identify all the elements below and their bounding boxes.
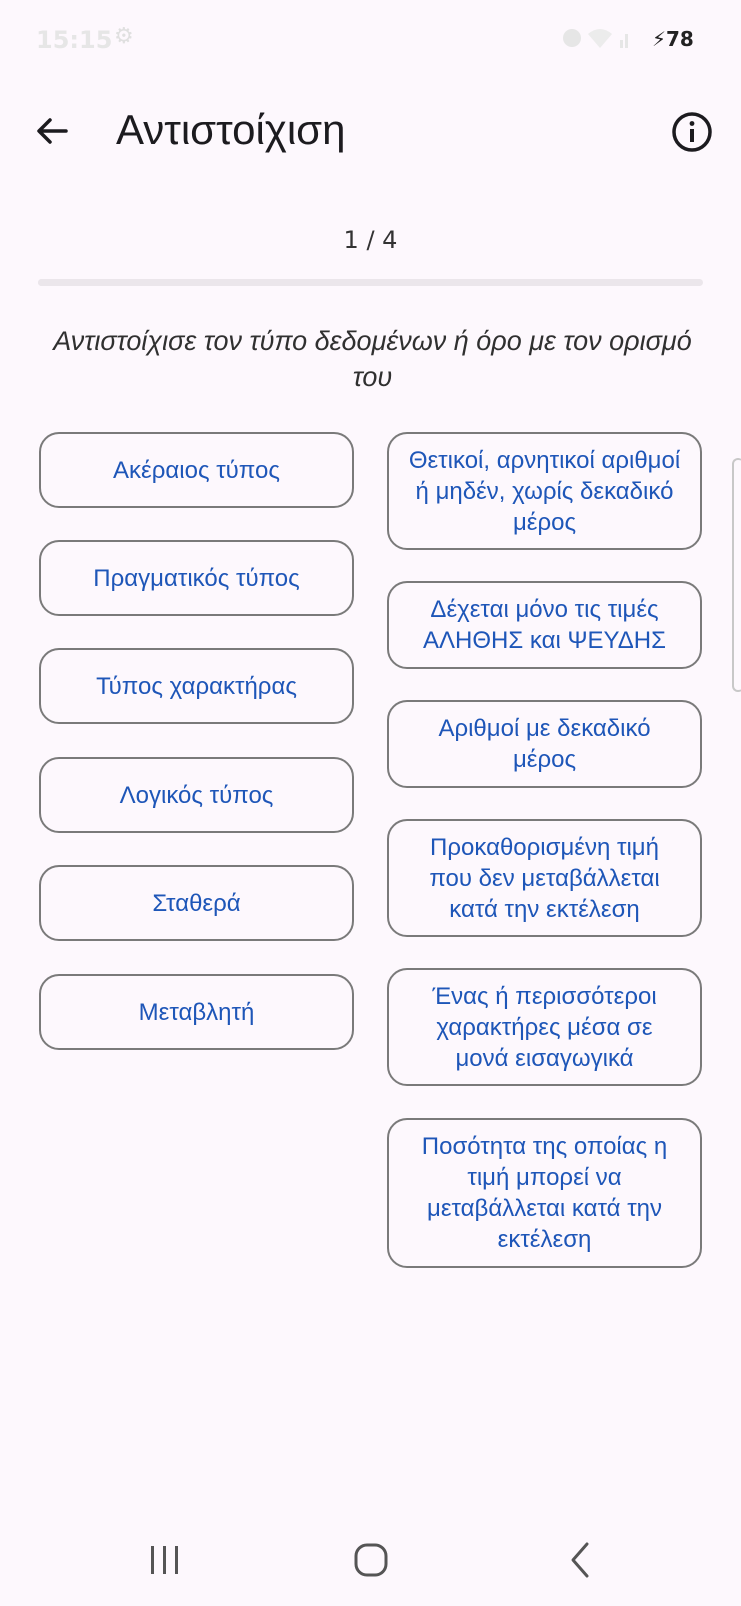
info-icon[interactable] <box>670 110 714 154</box>
term-card[interactable]: Μεταβλητή <box>39 974 354 1050</box>
app-bar <box>0 88 741 176</box>
gear-icon: ⚙ <box>114 24 134 49</box>
navigation-bar <box>0 1520 741 1606</box>
arrow-back-icon[interactable] <box>30 108 76 154</box>
definition-card[interactable]: Θετικοί, αρνητικοί αριθμοί ή μηδέν, χωρίς δεκαδικό μέρος <box>387 432 702 550</box>
status-time: 15:15 <box>36 26 113 54</box>
side-scroll-handle[interactable] <box>732 458 741 692</box>
definition-card[interactable]: Ποσότητα της οποίας η τιμή μπορεί να μεταβάλλεται κατά την εκτέλεση <box>387 1118 702 1268</box>
progress-fill <box>38 279 204 286</box>
charging-icon: ⚡ <box>652 27 667 51</box>
term-card[interactable]: Λογικός τύπος <box>39 757 354 833</box>
recents-icon[interactable] <box>139 1534 191 1586</box>
system-status-icons <box>562 24 632 52</box>
status-bar <box>0 0 741 80</box>
battery-level: 78 <box>666 27 694 51</box>
definition-card[interactable]: Προκαθορισμένη τιμή που δεν μεταβάλλεται κατά την εκτέλεση <box>387 819 702 937</box>
nav-back-icon[interactable] <box>555 1534 607 1586</box>
instruction-text: Αντιστοίχισε τον τύπο δεδομένων ή όρο με τον ορισμό του <box>53 326 692 392</box>
term-card[interactable]: Πραγματικός τύπος <box>39 540 354 616</box>
question-counter: 1 / 4 <box>343 226 398 254</box>
progress-bar <box>38 279 703 286</box>
term-card[interactable]: Τύπος χαρακτήρας <box>39 648 354 724</box>
term-card[interactable]: Σταθερά <box>39 865 354 941</box>
term-card[interactable]: Ακέραιος τύπος <box>39 432 354 508</box>
home-icon[interactable] <box>345 1534 397 1586</box>
definition-card[interactable]: Ένας ή περισσότεροι χαρακτήρες μέσα σε μονά εισαγωγικά <box>387 968 702 1086</box>
definition-card[interactable]: Δέχεται μόνο τις τιμές ΑΛΗΘΗΣ και ΨΕΥΔΗΣ <box>387 581 702 669</box>
page-title: Αντιστοίχιση <box>116 106 346 153</box>
definition-card[interactable]: Αριθμοί με δεκαδικό μέρος <box>387 700 702 788</box>
